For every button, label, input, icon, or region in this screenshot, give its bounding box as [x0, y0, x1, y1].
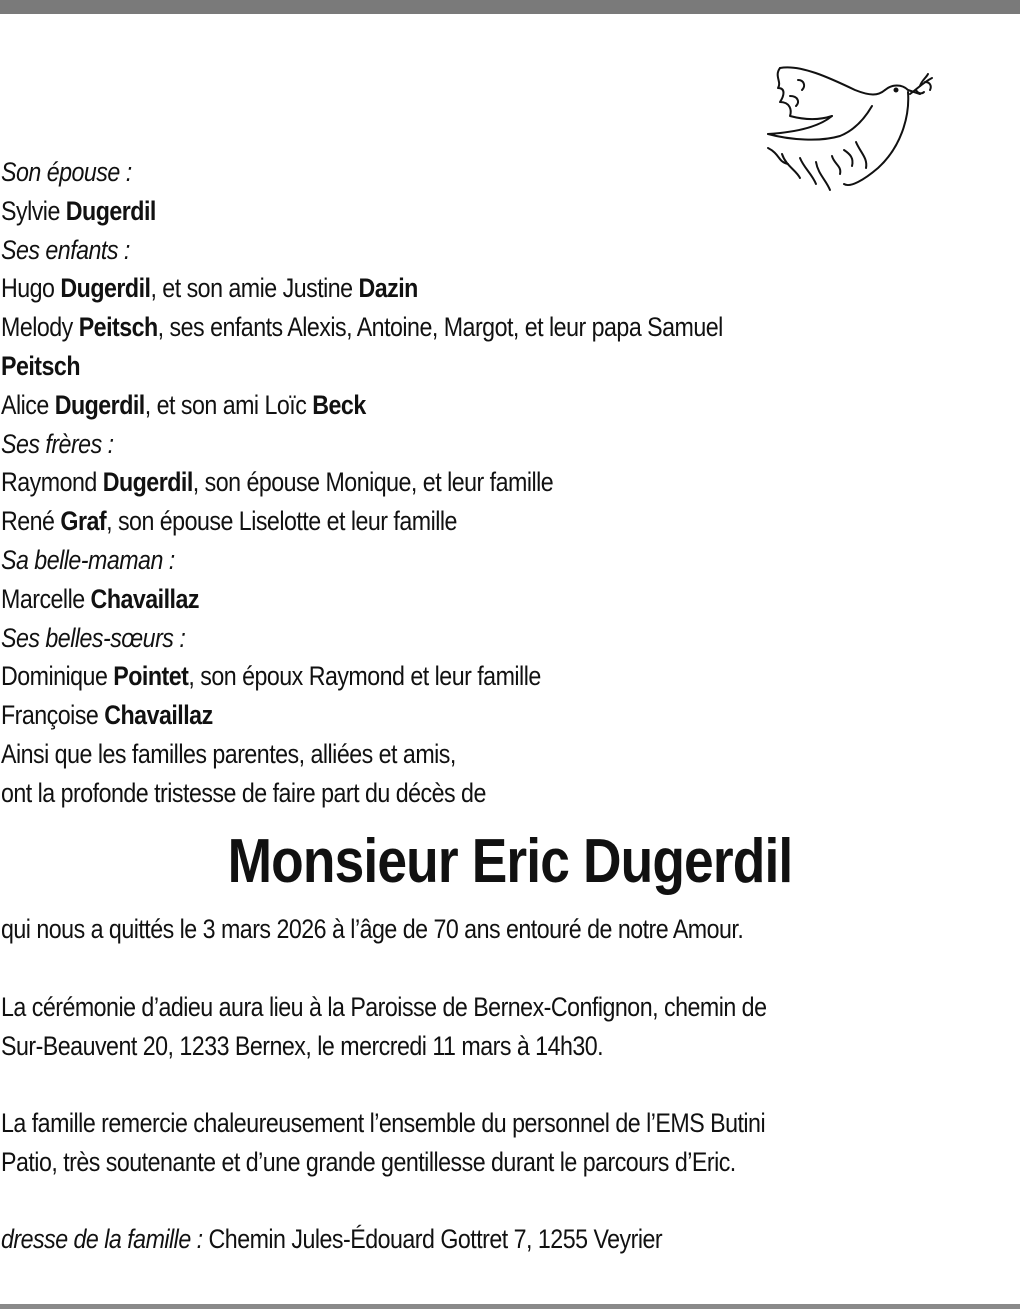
family-address	[1, 1220, 1020, 1259]
child-line-3: Alice Dugerdil, et son ami Loïc Beck	[1, 389, 366, 420]
brother-line-2: René Graf, son épouse Liselotte et leur famille	[1, 506, 457, 537]
closing-line-1: Ainsi que les familles parentes, alliées et amis,	[1, 738, 456, 769]
sistersinlaw-label: Ses belles-sœurs :	[1, 622, 186, 653]
sisterinlaw-line-2: Françoise Chavaillaz	[1, 700, 213, 731]
ceremony-line-1: La cérémonie d’adieu aura lieu à la Paroisse de Bernex-Confignon, chemin de	[1, 992, 767, 1022]
spouse-line: Sylvie Dugerdil	[1, 195, 156, 226]
child-line-2-cont: Peitsch	[1, 350, 80, 381]
family-list	[1, 153, 1020, 813]
bottom-rule	[0, 1304, 1020, 1309]
thanks-paragraph	[1, 1104, 1020, 1182]
passing-text: qui nous a quittés le 3 mars 2026 à l’âge de 70 ans entouré de notre Amour.	[1, 914, 744, 944]
ceremony-line-2: Sur-Beauvent 20, 1233 Bernex, le mercredi 11 mars à 14h30.	[1, 1030, 604, 1061]
ceremony-paragraph	[1, 988, 1020, 1066]
thanks-line-1: La famille remercie chaleureusement l’ensemble du personnel de l’EMS Butini	[1, 1108, 766, 1138]
children-label: Ses enfants :	[1, 234, 130, 265]
spouse-label: Son épouse :	[1, 157, 132, 187]
motherinlaw-line: Marcelle Chavaillaz	[1, 583, 199, 614]
brothers-label: Ses frères :	[1, 428, 114, 459]
address-value: Chemin Jules-Édouard Gottret 7, 1255 Veyrier	[202, 1224, 663, 1254]
thanks-line-2: Patio, très soutenante et d’une grande gentillesse durant le parcours d’Eric.	[1, 1146, 736, 1177]
motherinlaw-label: Sa belle-maman :	[1, 544, 175, 575]
brother-line-1: Raymond Dugerdil, son épouse Monique, et leur famille	[1, 467, 554, 498]
sisterinlaw-line-1: Dominique Pointet, son époux Raymond et leur famille	[1, 661, 541, 692]
child-line-2: Melody Peitsch, ses enfants Alexis, Antoine, Margot, et leur papa Samuel	[1, 312, 723, 343]
address-label: dresse de la famille :	[1, 1224, 203, 1254]
deceased-name: Monsieur Eric Dugerdil	[227, 827, 793, 896]
top-rule	[0, 0, 1020, 14]
child-line-1: Hugo Dugerdil, et son amie Justine Dazin	[1, 273, 418, 304]
closing-line-2: ont la profonde tristesse de faire part du décès de	[1, 777, 486, 808]
